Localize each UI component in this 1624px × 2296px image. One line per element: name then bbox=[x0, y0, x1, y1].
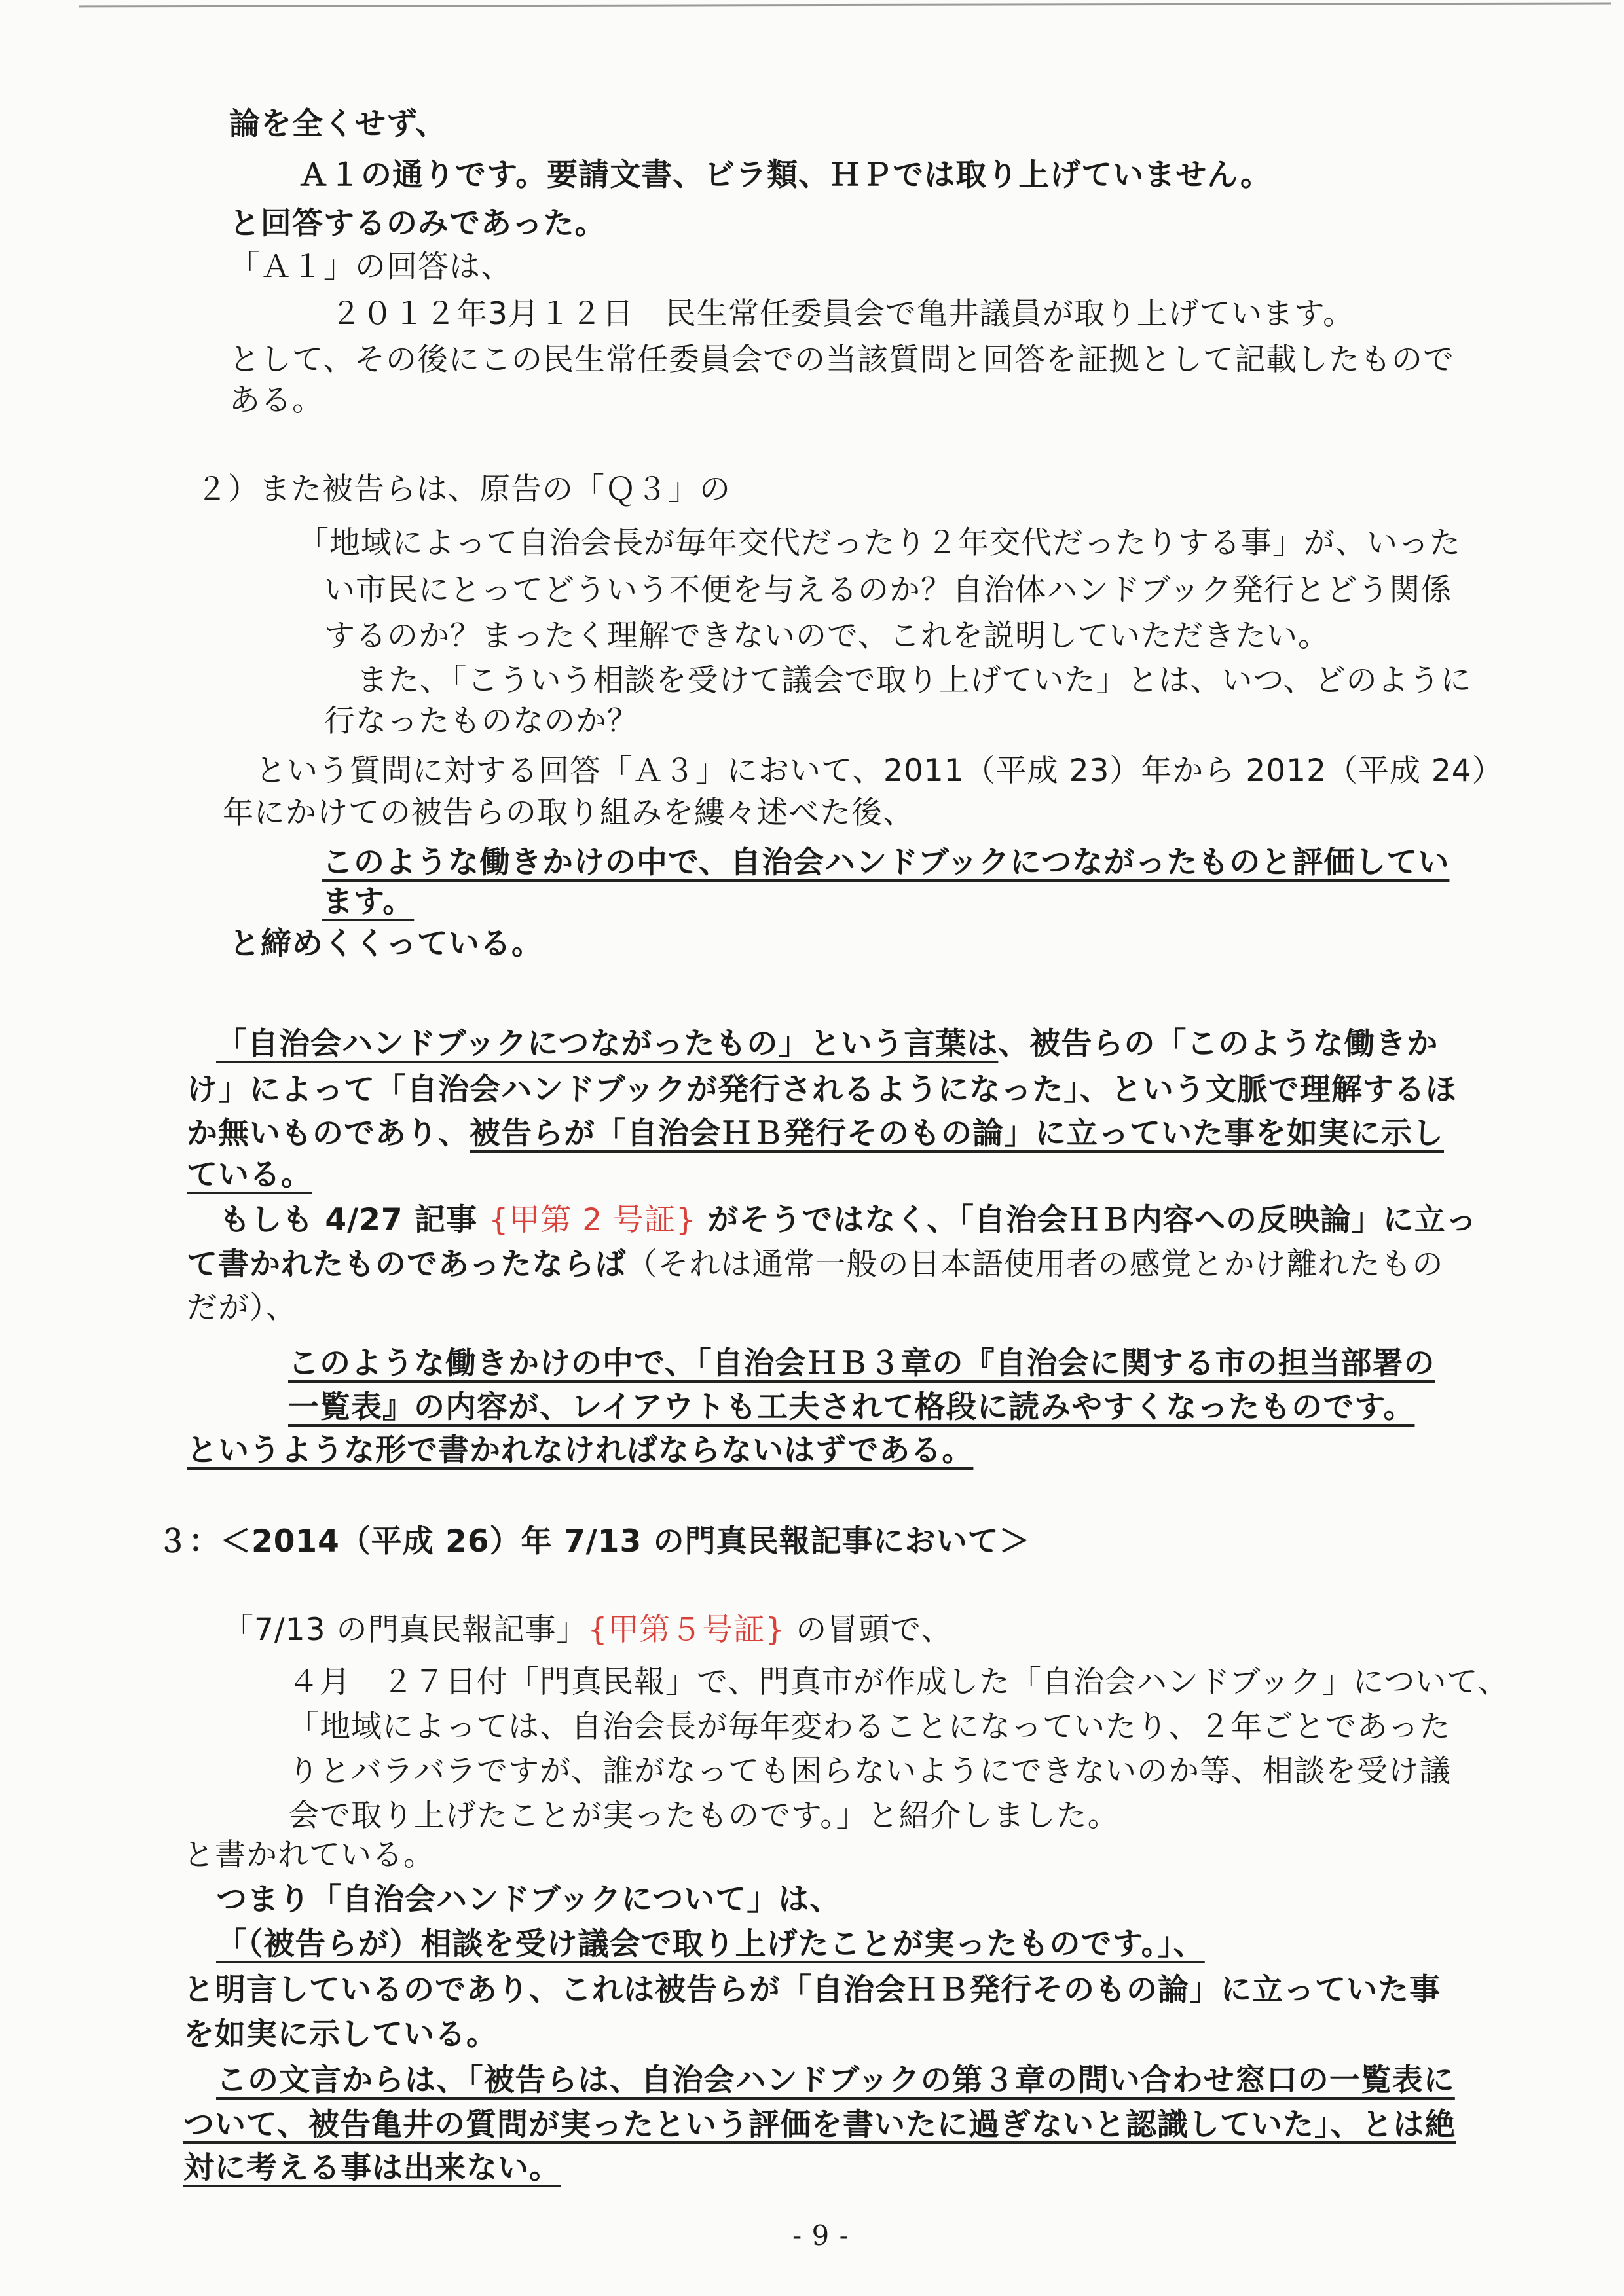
emphasis: 被告らが「自治会ＨＢ発行そのもの論」に立っていた事を如実に示し bbox=[470, 1116, 1444, 1152]
quoted-answer-a1: Ａ１の通りです。要請文書、ビラ類、ＨＰでは取り上げていません。 bbox=[298, 157, 1272, 193]
paragraph-line: と明言しているのであり、これは被告らが「自治会ＨＢ発行そのもの論」に立っていた事 bbox=[183, 1972, 1441, 2008]
text-line: 年にかけての被告らの取り組みを縷々述べた後、 bbox=[223, 795, 914, 831]
page-number: - 9 - bbox=[792, 2219, 849, 2251]
quoted-question-q3: 「地域によって自治会長が毎年交代だったり２年交代だったりする事」が、いった bbox=[298, 525, 1461, 561]
paragraph-line: この文言からは、「被告らは、自治会ハンドブックの第３章の問い合わせ窓口の一覧表に bbox=[216, 2062, 1455, 2098]
text-line: 論を全くせず、 bbox=[229, 106, 447, 142]
text-span: （それは通常一般の日本語使用者の感覚とかけ離れたもの bbox=[626, 1247, 1444, 1283]
paragraph-line: ついて、被告亀井の質問が実ったという評価を書いたに過ぎないと認識していた」、とは絶 bbox=[183, 2107, 1456, 2143]
quoted-answer-a3-end: ます。 bbox=[322, 884, 415, 920]
text-span: がそうではなく、「自治会ＨＢ内容への反映論」に立っ bbox=[707, 1202, 1477, 1238]
paragraph-line bbox=[216, 1025, 1438, 1064]
section-item-2: ２）また被告らは、原告の「Ｑ３」の bbox=[196, 471, 731, 507]
text-line: として、その後にこの民生常任委員会での当該質問と回答を証拠として記載したもので bbox=[229, 342, 1455, 378]
paragraph-line bbox=[187, 1114, 1444, 1154]
paragraph-line: だが）、 bbox=[187, 1290, 297, 1326]
paragraph-line: を如実に示している。 bbox=[183, 2016, 498, 2052]
text-span: 、被告らの「このような働きか bbox=[998, 1026, 1439, 1062]
paragraph-line bbox=[187, 1245, 1444, 1285]
text-line: い市民にとってどういう不便を与えるのか？自治体ハンドブック発行とどう関係 bbox=[324, 572, 1452, 608]
text-line: また、「こういう相談を受けて議会で取り上げていた」とは、いつ、どのように bbox=[357, 663, 1472, 699]
paragraph-line: け」によって「自治会ハンドブックが発行されるようになった」、という文脈で理解するほ bbox=[187, 1072, 1457, 1108]
exhibit-reference: {甲第５号証} bbox=[587, 1612, 786, 1648]
quoted-article: ４月 ２７日付「門真民報」で、門真市が作成した「自治会ハンドブック」について、 bbox=[288, 1664, 1509, 1700]
paragraph-line: 対に考える事は出来ない。 bbox=[183, 2150, 561, 2186]
quoted-article: 会で取り上げたことが実ったものです。」と紹介しました。 bbox=[288, 1798, 1119, 1834]
text-span: か無いものであり、 bbox=[187, 1116, 470, 1152]
paragraph-line: ている。 bbox=[187, 1157, 312, 1193]
text-span: もしも 4/27 記事 bbox=[219, 1202, 477, 1238]
section-heading-3: ３：＜2014（平成 26）年 7/13 の門真民報記事において＞ bbox=[157, 1523, 1031, 1559]
text-span: 「7/13 の門真民報記事」 bbox=[223, 1612, 588, 1648]
hypothetical-quote: 一覧表』の内容が、レイアウトも工夫されて格段に読みやすくなったものです。 bbox=[288, 1389, 1415, 1425]
emphasis: 「自治会ハンドブックにつながったもの」という言葉は bbox=[216, 1026, 999, 1062]
text-line: 「Ａ１」の回答は、 bbox=[229, 249, 512, 285]
exhibit-reference: {甲第 2 号証} bbox=[489, 1202, 696, 1238]
quoted-article: 「地域によっては、自治会長が毎年変わることになっていたり、２年ごとであった bbox=[288, 1709, 1451, 1745]
text-span: て書かれたものであったならば bbox=[187, 1247, 627, 1283]
text-line: ２０１２年3月１２日 民生常任委員会で亀井議員が取り上げています。 bbox=[331, 296, 1355, 332]
text-span: の冒頭で、 bbox=[796, 1612, 953, 1648]
paragraph-line: と書かれている。 bbox=[183, 1837, 435, 1873]
text-line: と締めくくっている。 bbox=[229, 926, 544, 962]
paragraph-line: というような形で書かれなければならないはずである。 bbox=[187, 1432, 974, 1468]
text-line: するのか？まったく理解できないので、これを説明していただきたい。 bbox=[324, 618, 1330, 654]
page-top-edge bbox=[79, 3, 1611, 8]
hypothetical-quote: このような働きかけの中で、「自治会ＨＢ３章の『自治会に関する市の担当部署の bbox=[288, 1345, 1435, 1381]
paragraph-line bbox=[219, 1201, 1477, 1240]
text-line: という質問に対する回答「Ａ３」において、2011（平成 23）年から 2012（平成 24） bbox=[255, 753, 1504, 789]
paragraph-line bbox=[223, 1611, 952, 1650]
quoted-article: りとバラバラですが、誰がなっても困らないようにできないのか等、相談を受け議 bbox=[288, 1753, 1451, 1789]
quoted-phrase: 「（被告らが）相談を受け議会で取り上げたことが実ったものです。」、 bbox=[216, 1926, 1205, 1962]
paragraph-line: つまり「自治会ハンドブックについて」は、 bbox=[216, 1882, 841, 1918]
text-line: と回答するのみであった。 bbox=[229, 206, 606, 242]
quoted-answer-a3: このような働きかけの中で、自治会ハンドブックにつながったものと評価してい bbox=[322, 845, 1450, 881]
text-line: ある。 bbox=[229, 382, 323, 418]
text-line: 行なったものなのか？ bbox=[324, 703, 638, 739]
